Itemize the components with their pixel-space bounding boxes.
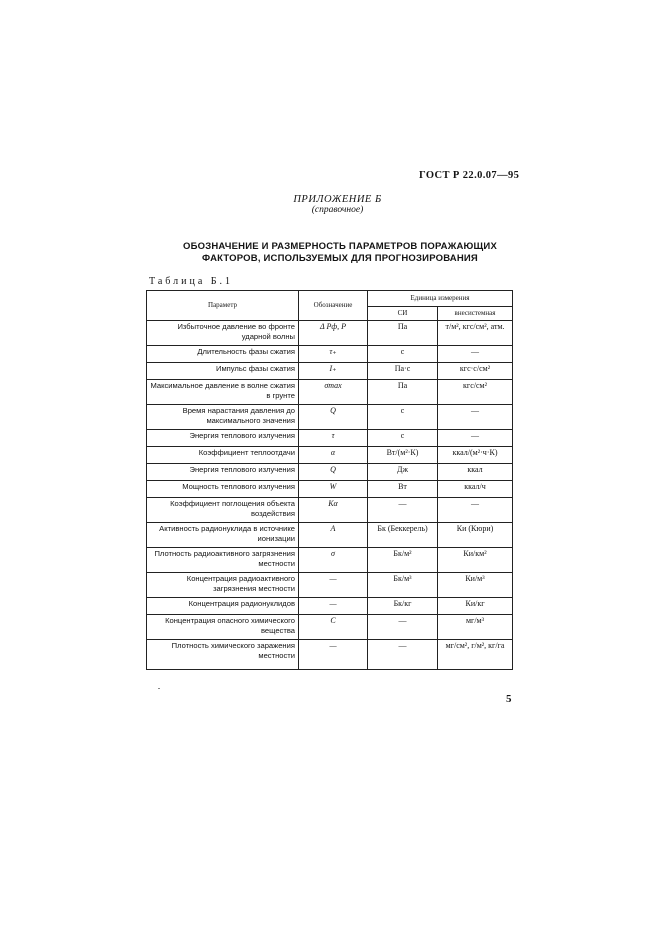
appendix-subtitle: (справочное): [311, 205, 364, 215]
row-symbol: —: [299, 640, 368, 670]
scan-speck: [158, 688, 160, 689]
row-non-system-unit: —: [438, 430, 513, 447]
row-symbol: Q: [299, 405, 368, 430]
appendix-title: ПРИЛОЖЕНИЕ Б: [293, 194, 382, 205]
row-non-system-unit: ккал: [438, 464, 513, 481]
row-symbol: Δ Pф, P: [299, 321, 368, 346]
row-non-system-unit: ккал/ч: [438, 481, 513, 498]
main-title: [150, 241, 530, 265]
row-param: Концентрация радиоактивного загрязнения местности: [147, 573, 299, 598]
row-param: Время нарастания давления до максимального значения: [147, 405, 299, 430]
row-si-unit: с: [368, 405, 438, 430]
table-label: Таблица Б.1: [149, 276, 234, 287]
row-si-unit: Вт: [368, 481, 438, 498]
appendix-heading: [0, 194, 661, 215]
main-title-line-2: ФАКТОРОВ, ИСПОЛЬЗУЕМЫХ ДЛЯ ПРОГНОЗИРОВАНИЯ: [202, 253, 478, 264]
row-param: Коэффициент теплоотдачи: [147, 447, 299, 464]
row-symbol: α: [299, 447, 368, 464]
row-non-system-unit: —: [438, 498, 513, 523]
row-param: Мощность теплового излучения: [147, 481, 299, 498]
row-si-unit: Дж: [368, 464, 438, 481]
row-si-unit: —: [368, 498, 438, 523]
row-param: Энергия теплового излучения: [147, 464, 299, 481]
row-param: Концентрация радионуклидов: [147, 598, 299, 615]
table-row: [147, 380, 513, 405]
row-si-unit: Па: [368, 321, 438, 346]
row-si-unit: Вт/(м²·К): [368, 447, 438, 464]
table-row: [147, 363, 513, 380]
row-param: Избыточное давление во фронте ударной волны: [147, 321, 299, 346]
row-si-unit: Па: [368, 380, 438, 405]
row-si-unit: Бк/кг: [368, 598, 438, 615]
row-param: Плотность химического заражения местности: [147, 640, 299, 670]
row-non-system-unit: —: [438, 346, 513, 363]
row-symbol: W: [299, 481, 368, 498]
table-row: [147, 481, 513, 498]
table-row: [147, 640, 513, 670]
row-symbol: τ: [299, 430, 368, 447]
row-param: Активность радионуклида в источнике ионизации: [147, 523, 299, 548]
document-code: ГОСТ Р 22.0.07—95: [419, 170, 520, 181]
row-non-system-unit: кгс/см²: [438, 380, 513, 405]
row-si-unit: —: [368, 615, 438, 640]
row-symbol: τ₊: [299, 346, 368, 363]
header-non-system: внесистемная: [438, 307, 513, 321]
header-param: Параметр: [147, 291, 299, 321]
table-row: [147, 464, 513, 481]
row-param: Импульс фазы сжатия: [147, 363, 299, 380]
table-row: [147, 430, 513, 447]
row-symbol: Kα: [299, 498, 368, 523]
row-symbol: C: [299, 615, 368, 640]
header-symbol: Обозначение: [299, 291, 368, 321]
table-row: [147, 346, 513, 363]
row-non-system-unit: мг/м³: [438, 615, 513, 640]
row-param: Концентрация опасного химического вещества: [147, 615, 299, 640]
main-title-line-1: ОБОЗНАЧЕНИЕ И РАЗМЕРНОСТЬ ПАРАМЕТРОВ ПОРАЖАЮЩИХ: [182, 241, 498, 252]
row-symbol: σ: [299, 548, 368, 573]
row-symbol: σmax: [299, 380, 368, 405]
row-param: Коэффициент поглощения объекта воздействия: [147, 498, 299, 523]
table-row: [147, 447, 513, 464]
row-si-unit: —: [368, 640, 438, 670]
row-si-unit: Па·с: [368, 363, 438, 380]
row-si-unit: с: [368, 346, 438, 363]
table-row: [147, 598, 513, 615]
table-row: [147, 498, 513, 523]
header-unit-group: Единица измерения: [368, 291, 513, 307]
parameters-table: [146, 290, 513, 670]
row-param: Длительность фазы сжатия: [147, 346, 299, 363]
row-non-system-unit: Ки (Кюри): [438, 523, 513, 548]
table-row: [147, 321, 513, 346]
row-symbol: A: [299, 523, 368, 548]
row-non-system-unit: т/м², кгс/см², атм.: [438, 321, 513, 346]
row-non-system-unit: Ки/км²: [438, 548, 513, 573]
row-param: Энергия теплового излучения: [147, 430, 299, 447]
table-row: [147, 573, 513, 598]
row-symbol: Q: [299, 464, 368, 481]
row-non-system-unit: мг/см², г/м², кг/га: [438, 640, 513, 670]
row-non-system-unit: —: [438, 405, 513, 430]
table-row: [147, 523, 513, 548]
page-number: 5: [506, 693, 512, 705]
row-si-unit: Бк (Беккерель): [368, 523, 438, 548]
row-symbol: —: [299, 598, 368, 615]
table-row: [147, 548, 513, 573]
row-si-unit: Бк/м³: [368, 573, 438, 598]
table-row: [147, 615, 513, 640]
table-body: [147, 321, 513, 670]
row-param: Максимальное давление в волне сжатия в грунте: [147, 380, 299, 405]
row-si-unit: Бк/м²: [368, 548, 438, 573]
table-row: [147, 405, 513, 430]
row-non-system-unit: Ки/кг: [438, 598, 513, 615]
row-non-system-unit: Ки/м³: [438, 573, 513, 598]
row-non-system-unit: кгс·с/см²: [438, 363, 513, 380]
row-non-system-unit: ккал/(м²·ч·К): [438, 447, 513, 464]
header-si: СИ: [368, 307, 438, 321]
row-param: Плотность радиоактивного загрязнения местности: [147, 548, 299, 573]
row-symbol: —: [299, 573, 368, 598]
row-symbol: I₊: [299, 363, 368, 380]
row-si-unit: с: [368, 430, 438, 447]
